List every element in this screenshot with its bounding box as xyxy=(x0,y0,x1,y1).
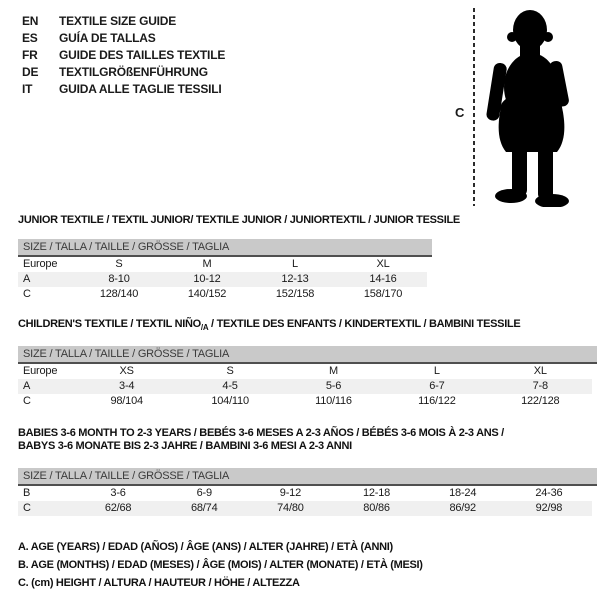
table-cell: 4-5 xyxy=(222,380,238,393)
language-row xyxy=(22,30,225,47)
junior-size-section xyxy=(18,214,596,302)
title-text: / TEXTILE DES ENFANTS / KINDERTEXTIL / BAMBINI TESSILE xyxy=(208,318,521,330)
table-cell: XS xyxy=(119,365,134,378)
table-cell: 98/104 xyxy=(110,395,143,408)
table-row xyxy=(18,272,427,287)
table-cell: 14-16 xyxy=(369,273,397,285)
table-cell: 110/116 xyxy=(315,395,352,408)
footnote-c: C. (cm) HEIGHT / ALTURA / HAUTEUR / HÖHE / ALTEZZA xyxy=(18,577,300,590)
table-cell: A xyxy=(23,273,31,285)
table-cell: Europe xyxy=(23,258,58,270)
table-cell: XL xyxy=(376,258,390,270)
footnote-a: A. AGE (YEARS) / EDAD (AÑOS) / ÂGE (ANS) / ALTER (JAHRE) / ETÀ (ANNI) xyxy=(18,541,393,554)
table-cell: S xyxy=(115,258,123,270)
table-cell: 92/98 xyxy=(535,502,563,515)
language-code: ES xyxy=(22,31,38,45)
table-row xyxy=(18,501,592,516)
language-list xyxy=(22,13,225,98)
table-row xyxy=(18,287,427,302)
height-measure-label: C xyxy=(455,105,465,120)
table-cell: 8-10 xyxy=(108,273,130,285)
table-cell: 62/68 xyxy=(104,502,132,515)
title-text: CHILDREN'S TEXTILE / TEXTIL NIÑO xyxy=(18,318,201,330)
table-cell: 104/110 xyxy=(211,395,249,408)
babies-table-title xyxy=(18,427,518,453)
table-cell: A xyxy=(23,380,31,393)
table-cell: 6-7 xyxy=(429,380,445,393)
language-title: GUÍA DE TALLAS xyxy=(59,31,156,45)
table-cell: M xyxy=(328,365,338,378)
table-cell: 18-24 xyxy=(449,487,477,500)
language-title: GUIDE DES TAILLES TEXTILE xyxy=(59,48,226,62)
table-cell: 12-18 xyxy=(362,487,391,500)
table-cell: 116/122 xyxy=(418,395,456,408)
table-cell: Europe xyxy=(23,365,58,378)
language-title: TEXTILGRÖßENFÜHRUNG xyxy=(59,65,208,79)
table-cell: B xyxy=(23,487,31,500)
table-row xyxy=(18,257,427,272)
table-cell: 3-4 xyxy=(119,380,135,393)
table-cell: 24-36 xyxy=(535,487,563,500)
babies-title-line1: BABIES 3-6 MONTH TO 2-3 YEARS / BEBÉS 3-6 MESES A 2-3 AÑOS / BÉBÉS 3-6 MOIS À 2-3 ANS / xyxy=(18,427,504,440)
babies-size-table xyxy=(18,486,592,516)
table-cell: 9-12 xyxy=(279,487,301,500)
table-cell: XL xyxy=(533,365,547,378)
table-cell: 3-6 xyxy=(110,487,126,500)
children-table-title xyxy=(18,318,596,334)
title-subscript: /A xyxy=(200,323,209,333)
table-cell: 74/80 xyxy=(277,502,304,515)
table-cell: C xyxy=(23,395,31,408)
table-cell: 5-6 xyxy=(325,380,342,393)
language-code: FR xyxy=(22,48,38,62)
table-cell: 152/158 xyxy=(275,288,315,300)
junior-size-table xyxy=(18,257,427,302)
table-cell: 158/170 xyxy=(363,288,403,300)
children-size-section xyxy=(18,318,596,409)
language-code: EN xyxy=(22,14,39,28)
table-cell: 10-12 xyxy=(193,273,221,285)
baby-silhouette-icon xyxy=(486,5,600,207)
babies-title-line2: BABYS 3-6 MONATE BIS 2-3 JAHRE / BAMBINI 3-6 MESI A 2-3 ANNI xyxy=(18,440,352,453)
babies-size-section xyxy=(18,427,596,516)
babies-size-header-bar: SIZE / TALLA / TAILLE / GRÖSSE / TAGLIA xyxy=(18,468,597,486)
table-cell: 122/128 xyxy=(521,395,560,408)
table-cell: M xyxy=(202,258,212,270)
children-size-header-bar: SIZE / TALLA / TAILLE / GRÖSSE / TAGLIA xyxy=(18,346,597,364)
table-cell: C xyxy=(23,502,31,515)
junior-table-title: JUNIOR TEXTILE / TEXTIL JUNIOR/ TEXTILE JUNIOR / JUNIORTEXTIL / JUNIOR TESSILE xyxy=(18,214,460,226)
junior-size-header-bar: SIZE / TALLA / TAILLE / GRÖSSE / TAGLIA xyxy=(18,239,432,257)
height-measure-dashed-line xyxy=(473,8,475,206)
table-cell: S xyxy=(226,365,234,378)
language-code: IT xyxy=(22,82,33,96)
language-title: GUIDA ALLE TAGLIE TESSILI xyxy=(59,82,222,96)
language-row xyxy=(22,81,225,98)
children-size-table xyxy=(18,364,592,409)
table-cell: 80/86 xyxy=(363,502,390,515)
table-row xyxy=(18,364,592,379)
table-cell: 68/74 xyxy=(190,502,218,515)
table-cell: L xyxy=(433,365,440,378)
table-cell: 86/92 xyxy=(449,502,476,515)
footnotes xyxy=(18,538,600,592)
language-code: DE xyxy=(22,65,39,79)
language-row xyxy=(22,47,225,64)
table-cell: 6-9 xyxy=(196,487,212,500)
table-row xyxy=(18,379,592,394)
table-row xyxy=(18,486,592,501)
table-cell: 7-8 xyxy=(532,380,548,393)
footnote-b: B. AGE (MONTHS) / EDAD (MESES) / ÂGE (MOIS) / ALTER (MONATE) / ETÀ (MESI) xyxy=(18,559,423,572)
table-row xyxy=(18,394,592,409)
table-cell: 128/140 xyxy=(99,288,139,300)
language-title: TEXTILE SIZE GUIDE xyxy=(59,14,177,28)
language-row xyxy=(22,13,225,30)
table-cell: C xyxy=(23,288,31,300)
language-row xyxy=(22,64,225,81)
table-cell: 140/152 xyxy=(187,288,227,300)
table-cell: L xyxy=(292,258,298,270)
table-cell: 12-13 xyxy=(281,273,309,285)
header-section xyxy=(0,0,600,206)
